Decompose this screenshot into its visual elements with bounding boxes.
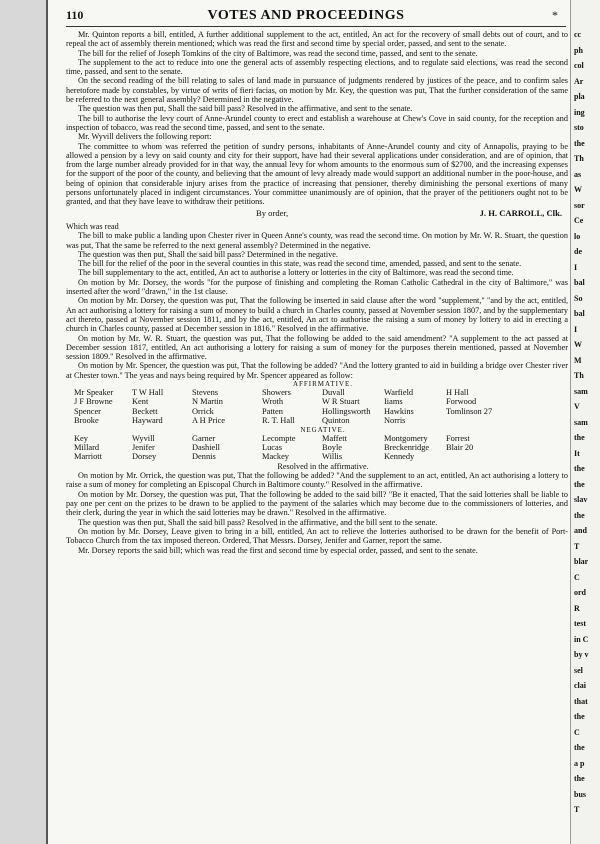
fragment-text: the xyxy=(574,479,585,489)
fragment-text: clai xyxy=(574,681,586,690)
member-name: Warfield xyxy=(384,387,414,397)
member-name: Breckenridge xyxy=(384,443,430,453)
member-name: Hawkins xyxy=(384,406,414,416)
paragraph-group-b xyxy=(66,222,568,380)
member-name: Norris xyxy=(384,416,406,426)
fragment-text: a p xyxy=(574,758,585,768)
member-name: Dorsey xyxy=(132,452,157,462)
paragraph: The bill to authorise the levy court of Anne-Arundel county to erect and establish a warehouse at Chew's Cove in said county, for the reception and inspection of tobacco, was read the second time, passed, and sent to the senate. xyxy=(66,113,568,132)
scan-left-margin xyxy=(0,0,46,844)
member-name: Forwood xyxy=(446,397,477,407)
paragraph: The supplement to the act to reduce into one the general acts of assembly respecting elections, and to regulate said elections, was read the second time, passed, and sent to the senate. xyxy=(66,57,568,77)
paragraph: On motion by Mr. Spencer, the question was put, That the following be added? "And the lottery granted to aid in building a bridge over Chester river at Chester town." The yeas and nays being required by Mr. Spencer appeared as follow: xyxy=(66,361,568,380)
negative-votes xyxy=(66,434,568,462)
clerk-name: J. H. CARROLL, Clk. xyxy=(479,207,562,218)
member-name: Marriott xyxy=(74,452,102,462)
member-name: Dennis xyxy=(192,452,216,462)
fragment-text: Th xyxy=(574,371,584,380)
fragment-text: Ce xyxy=(574,216,584,225)
fragment-text: pla xyxy=(574,92,585,101)
member-name: W R Stuart xyxy=(322,397,360,407)
paragraph: Mr. Wyvill delivers the following report: xyxy=(78,132,212,142)
member-name: Dashiell xyxy=(192,443,220,453)
member-name: Tomlinson 27 xyxy=(446,406,493,416)
fragment-text: the xyxy=(574,510,585,520)
fragment-text: Th xyxy=(574,154,584,163)
member-name: Wyvill xyxy=(132,433,155,443)
fragment-text: ord xyxy=(574,588,586,597)
member-name: Hollingsworth xyxy=(322,406,371,416)
member-name: Spencer xyxy=(74,406,101,416)
member-name: Iiams xyxy=(384,397,403,407)
fragment-text: sam xyxy=(574,386,588,396)
fragment-text: as xyxy=(574,169,582,179)
page-body xyxy=(66,30,568,555)
header-rule xyxy=(66,26,566,27)
paragraph: The question was then put, Shall the said bill pass? Resolved in the affirmative, and the bill sent to the senate. xyxy=(78,517,438,527)
fragment-text: in C xyxy=(574,634,589,644)
fragment-text: sto xyxy=(574,123,584,132)
fragment-text: I xyxy=(574,324,578,334)
fragment-text: M xyxy=(574,355,582,365)
member-name: Hayward xyxy=(132,416,163,426)
member-name: A H Price xyxy=(192,416,226,426)
paragraph: Mr. Quinton reports a bill, entitled, A further additional supplement to the act, entitled, An act for the recovery of small debts out of court, and to repeal the act of assembly therein mentioned; which was read the first and second time by special order, passed, and sent to the senate. xyxy=(66,30,568,49)
paragraph: The bill for the relief of Joseph Tomkins of the city of Baltimore, was read the second time, passed, and sent to the senate. xyxy=(78,48,478,58)
member-name: Kennedy xyxy=(384,452,415,462)
fragment-text: T xyxy=(574,805,580,814)
member-name: Brooke xyxy=(74,416,99,426)
paragraph: On motion by Mr. W. R. Stuart, the question was put, That the following be added to the said amendment? "A supplement to the act passed at December session 1817, entitled, An act authorising a lottery for raising a sum of money for the purposes therein mentioned, passed at November session 1809." Resolved in the affirmative. xyxy=(66,333,568,362)
member-name: T W Hall xyxy=(132,387,164,397)
fragment-text: sel xyxy=(574,665,583,675)
paragraph: The committee to whom was referred the petition of sundry persons, inhabitants of Anne-Arundel county and city of Annapolis, praying to be allowed a pension by a levy on said county and city for their support, have had their several applications under consideration, and are of opinion, that from the large number already provided for in that way, the annual levy for whom amounts to the enormous sum of $2700, and the increasing expenses for the support of the poor of the county, and believing that the amount of levy already made would support an additional number in the poor-house, and being of opinion that considerable injury arises from the practice of increasing that pensioner, thereby diminishing the personal exertions of many persons unfortunately placed in indigent circumstances. Your committee unanimously are of opinion, that the prayer of the petitioners ought not to be granted, and that they have leave to withdraw their petitions. xyxy=(66,141,568,207)
member-name: Willis xyxy=(322,452,343,462)
member-name: Jenifer xyxy=(132,443,155,453)
paragraph: On motion by Mr. Dorsey, the question was put, That the following be inserted in said clause after the word "supplement," "and by the act, entitled, An act authorising a lottery for raising a sum of money to build a church in Charles county, passed at November session 1807, and by the supplementary act thereto, passed at November session 1811, and by the act, entitled, An act to authorise the raising a sum of money by lottery to aid in erecting a church in Charles county, passed at December session in 1816." Resolved in the affirmative. xyxy=(66,296,568,334)
paragraph: The bill supplementary to the act, entitled, An act to authorise a lottery or lotteries in the city of Baltimore, was read the second time. xyxy=(78,268,514,278)
member-name: Wroth xyxy=(262,397,284,407)
by-order: By order, xyxy=(256,207,289,218)
fragment-text: ph xyxy=(574,45,583,55)
fragment-text: ing xyxy=(574,107,585,117)
member-name: Stevens xyxy=(192,387,219,397)
member-name: Orrick xyxy=(192,406,214,416)
page-binding-shadow xyxy=(46,0,48,844)
member-name: Beckett xyxy=(132,406,158,416)
member-name: R. T. Hall xyxy=(262,416,295,426)
fragment-text: I xyxy=(574,262,578,272)
fragment-text: bal xyxy=(574,278,585,287)
member-name: H Hall xyxy=(446,387,469,397)
member-name: Maffett xyxy=(322,433,347,443)
fragment-text: C xyxy=(574,572,580,582)
paragraph: Mr. Dorsey reports the said bill; which was read the first and second time by especial order, passed, and sent to the senate. xyxy=(78,545,478,555)
fragment-text: the xyxy=(574,712,585,721)
paragraph: On the second reading of the bill relating to sales of land made in pursuance of judgments rendered by justices of the peace, and to confirm sales heretofore made by constables, by virtue of writs of fieri facias, on motion by Mr. Key, the question was put, That the further consideration of the same be referred to the next general assembly? Determined in the negative. xyxy=(66,76,568,105)
fragment-text: the xyxy=(574,464,585,473)
paragraph: The question was then put, Shall the said bill pass? Determined in the negative. xyxy=(78,249,338,259)
paragraph: The bill to make public a landing upon Chester river in Queen Anne's county, was read the second time. On motion by Mr. W. R. Stuart, the question was put, That the same be referred to the next general assembly? Determined in the negative. xyxy=(66,231,568,250)
member-name: Key xyxy=(74,433,88,443)
member-name: N Martin xyxy=(192,397,223,407)
member-name: Blair 20 xyxy=(446,443,474,453)
paragraph: Which was read xyxy=(66,221,119,231)
adjacent-page-fragment xyxy=(570,0,600,844)
paragraph: The question was then put, Shall the said bill pass? Resolved in the affirmative, and sent to the senate. xyxy=(78,104,413,114)
negative-heading: NEGATIVE. xyxy=(300,425,346,434)
member-name: Mr Speaker xyxy=(74,387,114,397)
paragraph-group-a xyxy=(66,30,568,207)
member-name: Kent xyxy=(132,397,149,407)
paragraph: On motion by Mr. Dorsey, Leave given to bring in a bill, entitled, An act to relieve the lotteries authorised to be drawn for the benefit of Port-Tobacco Church from the tax imposed thereon. Ordered, That Messrs. Dorsey, Jenifer and Garner, report the same. xyxy=(66,526,568,546)
affirmative-heading: AFFIRMATIVE. xyxy=(292,379,354,388)
member-name: Mackey xyxy=(262,452,289,462)
fragment-text: col xyxy=(574,61,584,70)
running-title: VOTES AND PROCEEDINGS xyxy=(207,8,405,23)
member-name: Patten xyxy=(262,406,283,416)
paragraph: On motion by Mr. Dorsey, the question was put, That the following be added to the said bill? "Be it enacted, That the said lotteries shall be liable to pay one per cent on the prizes to be drawn to be applied to the payment of the salaries which may become due to the commissioners of lotteries, and their clerk, during the year in which the said lotteries may be drawn." Resolved in the affirmative. xyxy=(66,489,568,518)
page-header xyxy=(66,8,566,26)
member-name xyxy=(446,452,516,461)
vote-result: Resolved in the affirmative. xyxy=(277,461,369,471)
member-name: Garner xyxy=(192,433,216,443)
fragment-text: test xyxy=(574,619,586,628)
ornament-mark: * xyxy=(552,8,558,22)
fragment-text: So xyxy=(574,293,583,303)
fragment-text: bus xyxy=(574,789,587,799)
fragment-text: de xyxy=(574,247,582,256)
member-name: J F Browne xyxy=(74,397,113,407)
fragment-text: sor xyxy=(574,200,585,210)
fragment-text: W xyxy=(574,340,582,349)
paragraph: On motion by Mr. Dorsey, the words "for the purpose of finishing and completing the Roman Catholic Cathedral in the city of Baltimore," was inserted after the word "drawn," in the 1st clause. xyxy=(66,277,568,297)
fragment-text: R xyxy=(574,603,580,613)
page-number: 110 xyxy=(66,8,84,22)
member-name: Quinton xyxy=(322,416,350,426)
fragment-text: V xyxy=(574,402,580,411)
member-name: Lucas xyxy=(262,443,282,453)
fragment-text: It xyxy=(574,448,580,458)
fragment-text: that xyxy=(574,696,588,706)
paragraph: On motion by Mr. Orrick, the question was put, That the following be added? "And the supplement to an act, entitled, An act authorising a lottery to raise a sum of money for completing an Episcopal Church in Baltimore county." Resolved in the affirmative. xyxy=(66,471,568,490)
member-name: Forrest xyxy=(446,433,470,443)
fragment-text: slav xyxy=(574,495,588,504)
paragraph: The bill for the relief of the poor in the several counties in this state, was read the second time, amended, passed, and sent to the senate. xyxy=(78,259,522,269)
member-name: Millard xyxy=(74,443,100,453)
fragment-text: T xyxy=(574,541,580,551)
fragment-text: W xyxy=(574,185,582,194)
member-name: Duvall xyxy=(322,387,345,397)
member-name: Showers xyxy=(262,387,291,397)
fragment-text: Ar xyxy=(574,76,584,86)
fragment-text: sam xyxy=(574,417,588,427)
signature-line xyxy=(66,209,568,218)
fragment-text: bal xyxy=(574,309,585,318)
fragment-text: the xyxy=(574,138,585,148)
fragment-text: by v xyxy=(574,650,589,659)
fragment-text: the xyxy=(574,743,585,752)
member-name: Montgomery xyxy=(384,433,428,443)
fragment-text: lo xyxy=(574,231,581,241)
fragment-text: cc xyxy=(574,30,582,39)
fragment-text: and xyxy=(574,526,587,535)
member-name: Lecompte xyxy=(262,433,296,443)
paragraph-group-c xyxy=(66,471,568,555)
fragment-text: blar xyxy=(574,557,589,566)
fragment-text: C xyxy=(574,727,580,737)
fragment-text: the xyxy=(574,433,585,442)
member-name xyxy=(446,416,516,425)
member-name: Boyle xyxy=(322,443,343,453)
fragment-text: the xyxy=(574,774,585,783)
affirmative-votes xyxy=(66,388,568,426)
